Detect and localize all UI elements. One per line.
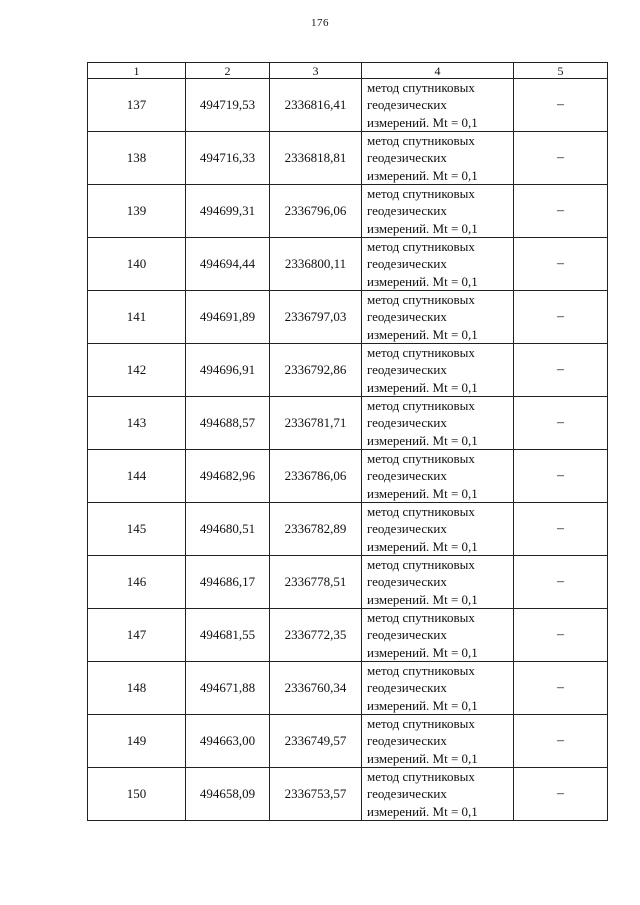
table-row <box>88 397 608 450</box>
note-cell: – <box>514 79 608 132</box>
x-coordinate-cell: 494719,53 <box>186 79 270 132</box>
note-cell: – <box>514 662 608 715</box>
method-text-line: метод спутниковых <box>367 239 475 255</box>
x-coordinate-cell: 494680,51 <box>186 503 270 556</box>
method-text-line: метод спутниковых <box>367 292 475 308</box>
x-coordinate-cell: 494688,57 <box>186 397 270 450</box>
y-coordinate-cell: 2336796,06 <box>270 185 362 238</box>
method-text-line: геодезических <box>367 574 447 590</box>
point-number-cell: 147 <box>88 609 186 662</box>
method-text-line: измерений. Mt = 0,1 <box>367 220 478 236</box>
x-coordinate-cell: 494716,33 <box>186 132 270 185</box>
method-text-line: измерений. Mt = 0,1 <box>367 591 478 607</box>
note-cell: – <box>514 768 608 821</box>
method-cell <box>362 715 514 768</box>
y-coordinate-cell: 2336772,35 <box>270 609 362 662</box>
method-text-line: геодезических <box>367 203 447 219</box>
column-header: 4 <box>362 63 514 79</box>
coordinates-table <box>87 62 608 821</box>
method-cell <box>362 344 514 397</box>
method-cell <box>362 556 514 609</box>
table-row <box>88 556 608 609</box>
method-text-line: измерений. Mt = 0,1 <box>367 167 478 183</box>
note-cell: – <box>514 185 608 238</box>
method-text-line: метод спутниковых <box>367 133 475 149</box>
x-coordinate-cell: 494699,31 <box>186 185 270 238</box>
method-text-line: измерений. Mt = 0,1 <box>367 697 478 713</box>
method-text-line: измерений. Mt = 0,1 <box>367 485 478 501</box>
table-row <box>88 609 608 662</box>
method-text-line: измерений. Mt = 0,1 <box>367 114 478 130</box>
point-number-cell: 149 <box>88 715 186 768</box>
point-number-cell: 141 <box>88 291 186 344</box>
table-row <box>88 132 608 185</box>
note-cell: – <box>514 450 608 503</box>
x-coordinate-cell: 494681,55 <box>186 609 270 662</box>
table-row <box>88 503 608 556</box>
method-text-line: метод спутниковых <box>367 345 475 361</box>
method-text-line: измерений. Mt = 0,1 <box>367 803 478 819</box>
table-row <box>88 238 608 291</box>
table-row <box>88 344 608 397</box>
note-cell: – <box>514 344 608 397</box>
note-cell: – <box>514 556 608 609</box>
point-number-cell: 146 <box>88 556 186 609</box>
point-number-cell: 145 <box>88 503 186 556</box>
point-number-cell: 144 <box>88 450 186 503</box>
table-row <box>88 79 608 132</box>
method-cell <box>362 238 514 291</box>
method-text-line: метод спутниковых <box>367 398 475 414</box>
y-coordinate-cell: 2336816,41 <box>270 79 362 132</box>
method-cell <box>362 609 514 662</box>
x-coordinate-cell: 494663,00 <box>186 715 270 768</box>
method-text-line: геодезических <box>367 468 447 484</box>
method-text-line: геодезических <box>367 680 447 696</box>
method-cell <box>362 397 514 450</box>
method-text-line: метод спутниковых <box>367 557 475 573</box>
y-coordinate-cell: 2336749,57 <box>270 715 362 768</box>
method-text-line: геодезических <box>367 362 447 378</box>
method-text-line: метод спутниковых <box>367 769 475 785</box>
method-text-line: геодезических <box>367 150 447 166</box>
method-text-line: метод спутниковых <box>367 451 475 467</box>
x-coordinate-cell: 494686,17 <box>186 556 270 609</box>
y-coordinate-cell: 2336792,86 <box>270 344 362 397</box>
y-coordinate-cell: 2336782,89 <box>270 503 362 556</box>
method-text-line: геодезических <box>367 786 447 802</box>
method-text-line: метод спутниковых <box>367 610 475 626</box>
column-header: 5 <box>514 63 608 79</box>
table-row <box>88 662 608 715</box>
method-text-line: метод спутниковых <box>367 716 475 732</box>
method-cell <box>362 768 514 821</box>
y-coordinate-cell: 2336781,71 <box>270 397 362 450</box>
method-text-line: геодезических <box>367 309 447 325</box>
method-text-line: метод спутниковых <box>367 504 475 520</box>
method-cell <box>362 662 514 715</box>
method-text-line: измерений. Mt = 0,1 <box>367 326 478 342</box>
x-coordinate-cell: 494694,44 <box>186 238 270 291</box>
method-text-line: измерений. Mt = 0,1 <box>367 379 478 395</box>
y-coordinate-cell: 2336786,06 <box>270 450 362 503</box>
table-header-row <box>88 63 608 79</box>
note-cell: – <box>514 397 608 450</box>
table-row <box>88 450 608 503</box>
method-text-line: метод спутниковых <box>367 663 475 679</box>
method-text-line: измерений. Mt = 0,1 <box>367 432 478 448</box>
method-cell <box>362 503 514 556</box>
y-coordinate-cell: 2336797,03 <box>270 291 362 344</box>
method-text-line: геодезических <box>367 415 447 431</box>
column-header: 3 <box>270 63 362 79</box>
method-cell <box>362 291 514 344</box>
note-cell: – <box>514 609 608 662</box>
method-cell <box>362 450 514 503</box>
method-text-line: измерений. Mt = 0,1 <box>367 273 478 289</box>
point-number-cell: 148 <box>88 662 186 715</box>
method-text-line: геодезических <box>367 97 447 113</box>
table-row <box>88 715 608 768</box>
point-number-cell: 138 <box>88 132 186 185</box>
table-body <box>88 79 608 821</box>
method-text-line: метод спутниковых <box>367 186 475 202</box>
x-coordinate-cell: 494671,88 <box>186 662 270 715</box>
page-number: 176 <box>311 17 329 29</box>
method-text-line: геодезических <box>367 627 447 643</box>
method-text-line: измерений. Mt = 0,1 <box>367 750 478 766</box>
method-text-line: метод спутниковых <box>367 80 475 96</box>
x-coordinate-cell: 494691,89 <box>186 291 270 344</box>
point-number-cell: 139 <box>88 185 186 238</box>
y-coordinate-cell: 2336753,57 <box>270 768 362 821</box>
x-coordinate-cell: 494696,91 <box>186 344 270 397</box>
point-number-cell: 143 <box>88 397 186 450</box>
method-cell <box>362 79 514 132</box>
y-coordinate-cell: 2336778,51 <box>270 556 362 609</box>
column-header: 1 <box>88 63 186 79</box>
method-cell <box>362 185 514 238</box>
point-number-cell: 150 <box>88 768 186 821</box>
method-text-line: геодезических <box>367 256 447 272</box>
method-text-line: геодезических <box>367 733 447 749</box>
column-header: 2 <box>186 63 270 79</box>
point-number-cell: 142 <box>88 344 186 397</box>
table-row <box>88 768 608 821</box>
note-cell: – <box>514 238 608 291</box>
point-number-cell: 140 <box>88 238 186 291</box>
note-cell: – <box>514 132 608 185</box>
x-coordinate-cell: 494682,96 <box>186 450 270 503</box>
x-coordinate-cell: 494658,09 <box>186 768 270 821</box>
method-text-line: измерений. Mt = 0,1 <box>367 644 478 660</box>
table-row <box>88 291 608 344</box>
point-number-cell: 137 <box>88 79 186 132</box>
method-cell <box>362 132 514 185</box>
y-coordinate-cell: 2336800,11 <box>270 238 362 291</box>
method-text-line: измерений. Mt = 0,1 <box>367 538 478 554</box>
y-coordinate-cell: 2336818,81 <box>270 132 362 185</box>
y-coordinate-cell: 2336760,34 <box>270 662 362 715</box>
table-row <box>88 185 608 238</box>
note-cell: – <box>514 291 608 344</box>
note-cell: – <box>514 715 608 768</box>
note-cell: – <box>514 503 608 556</box>
method-text-line: геодезических <box>367 521 447 537</box>
